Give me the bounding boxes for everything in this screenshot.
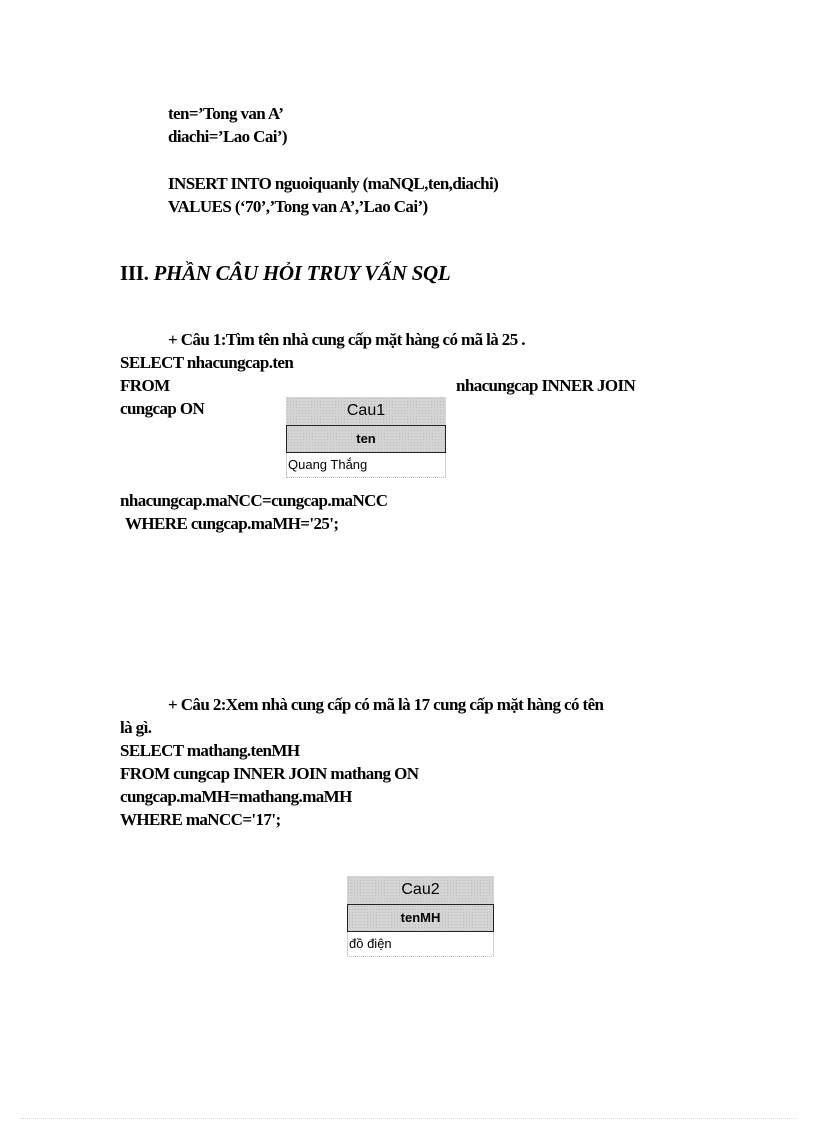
q1-from: FROM [120, 376, 170, 395]
q2-prompt: + Câu 2:Xem nhà cung cấp có mã là 17 cung cấp mặt hàng có tên [168, 695, 604, 714]
q2-select: SELECT mathang.tenMH [120, 741, 300, 760]
q1-where: WHERE cungcap.maMH='25'; [125, 514, 339, 533]
code-line-diachi: diachi=’Lao Cai’) [168, 127, 287, 146]
q1-result-table [286, 397, 446, 478]
q2-condition: cungcap.maMH=mathang.maMH [120, 787, 352, 806]
code-line-ten: ten=’Tong van A’ [168, 104, 284, 123]
q1-table-caption: Cau1 [286, 397, 446, 425]
section-title: PHẦN CÂU HỎI TRUY VẤN SQL [153, 261, 451, 285]
q1-join-on: cungcap ON [120, 399, 205, 418]
q1-from-right: nhacungcap INNER JOIN [456, 376, 636, 395]
q2-table-caption: Cau2 [347, 876, 494, 904]
section-heading [120, 261, 450, 285]
q2-table-header: tenMH [347, 904, 494, 932]
q2-prompt-cont: là gì. [120, 718, 152, 737]
q1-table-row: Quang Thắng [286, 453, 446, 478]
code-line-insert: INSERT INTO nguoiquanly (maNQL,ten,diachi) [168, 174, 499, 193]
q1-table-header: ten [286, 425, 446, 453]
section-number: III. [120, 261, 149, 285]
q1-prompt: + Câu 1:Tìm tên nhà cung cấp mặt hàng có mã là 25 . [168, 330, 525, 349]
code-line-values: VALUES (‘70’,’Tong van A’,’Lao Cai’) [168, 197, 428, 216]
page-bottom-border [20, 1118, 796, 1119]
q1-select: SELECT nhacungcap.ten [120, 353, 294, 372]
q2-from: FROM cungcap INNER JOIN mathang ON [120, 764, 419, 783]
q1-condition: nhacungcap.maNCC=cungcap.maNCC [120, 491, 388, 510]
q2-result-table [347, 876, 494, 957]
q2-where: WHERE maNCC='17'; [120, 810, 281, 829]
q2-table-row: đồ điện [347, 932, 494, 957]
